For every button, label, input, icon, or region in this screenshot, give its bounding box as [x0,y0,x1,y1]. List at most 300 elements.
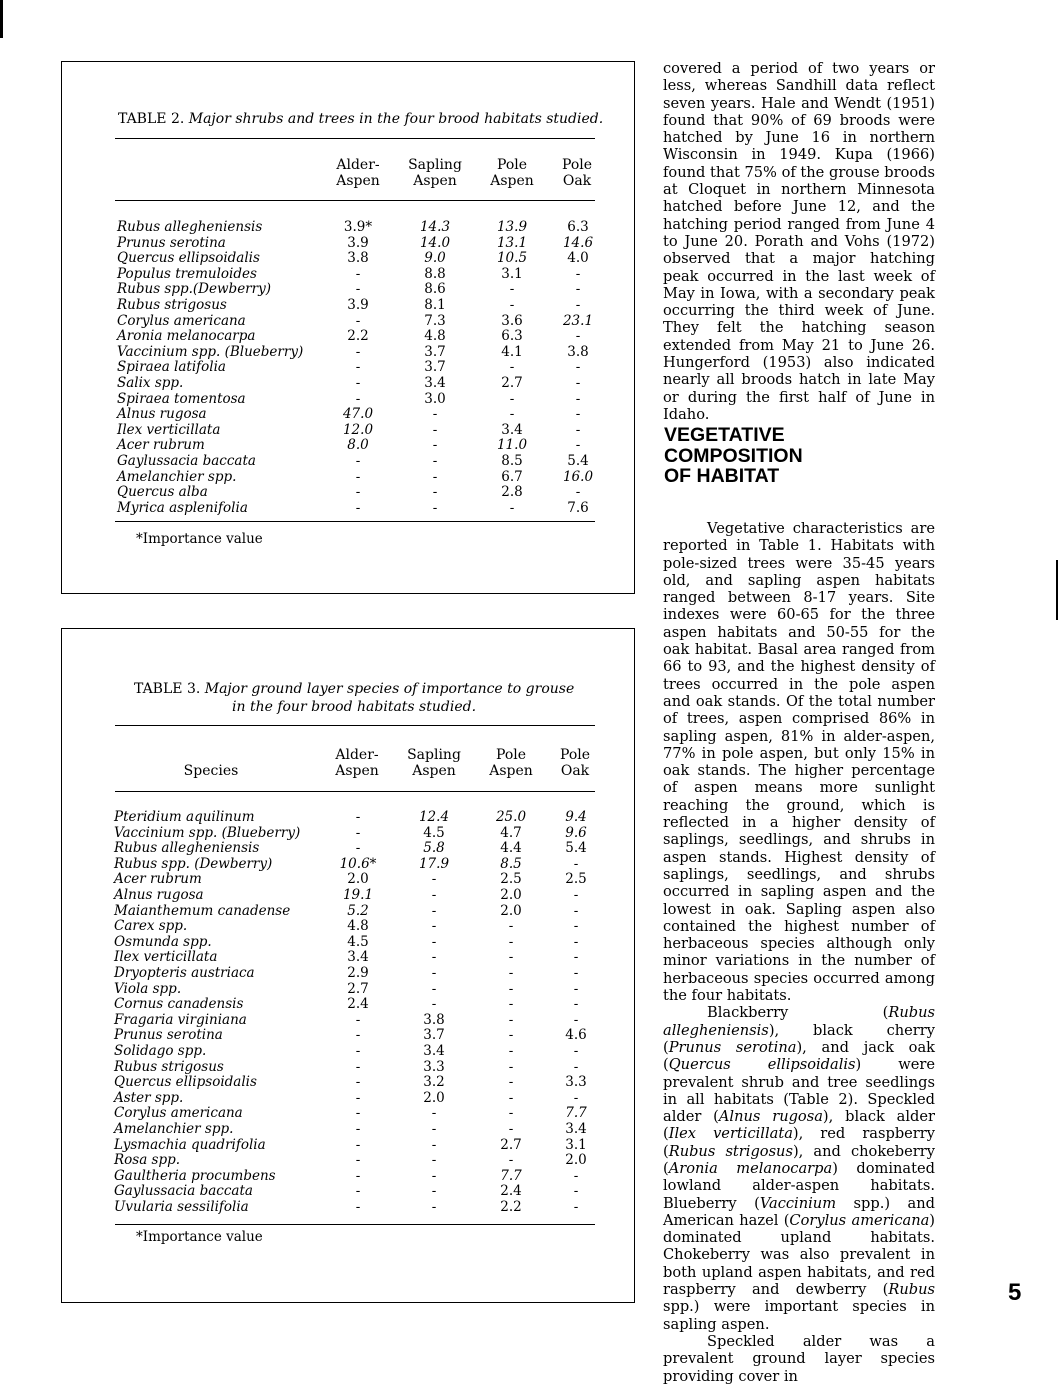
value-cell: - [573,918,579,935]
table-3-caption [134,680,574,698]
value-cell: 17.9 [418,855,450,872]
value-cell: - [575,406,581,423]
value-cell: - [355,824,361,841]
value-cell: - [575,265,581,282]
value-cell: 7.7 [500,1167,522,1184]
value-cell: - [431,996,437,1013]
species-name: Carex spp. [114,918,188,935]
value-cell: 8.5 [501,453,523,469]
value-cell: - [432,437,438,454]
table-row [62,918,634,934]
value-cell: 19.1 [342,887,374,903]
value-cell: - [355,840,361,857]
value-cell: - [508,980,514,997]
value-cell: 14.6 [562,234,594,251]
value-cell: - [431,949,437,966]
value-cell: - [575,281,581,298]
value-cell: 4.5 [423,824,445,841]
species-name: Rosa spp. [114,1152,181,1169]
value-cell: 2.7 [347,980,369,997]
table-row [62,484,634,500]
species-name: Ilex verticillata [117,421,221,438]
species-name: Quercus ellipsoidalis [114,1074,257,1091]
value-cell: - [431,1152,437,1169]
species-name: Pteridium aquilinum [114,809,255,825]
table-row [62,1168,634,1184]
species-name: Populus tremuloides [117,265,257,282]
table-row [62,903,634,919]
value-cell: - [508,918,514,935]
table-row [62,375,634,391]
value-cell: 2.8 [501,484,523,501]
table-row [62,856,634,872]
value-cell: - [431,1183,437,1200]
value-cell: - [431,1105,437,1122]
species-name: Aronia melanocarpa [117,328,256,345]
value-cell: 2.7 [500,1136,522,1153]
value-cell: 2.0 [423,1089,445,1106]
species-name: Alnus rugosa [114,887,204,903]
table-3-title-line1: Major ground layer species of importance to grouse [204,681,575,697]
value-cell: - [355,809,361,825]
value-cell: - [355,1043,361,1059]
value-cell: - [432,406,438,423]
species-name: Gaylussacia baccata [114,1183,253,1200]
table-2-bottom-rule [115,521,595,522]
value-cell: 2.5 [500,871,522,888]
value-cell: - [431,918,437,935]
species-name: Corylus americana [117,312,246,329]
value-cell: 2.7 [501,375,523,391]
value-cell: - [508,1058,514,1075]
value-cell: - [355,1089,361,1106]
value-cell: 6.3 [567,219,589,235]
value-cell: 2.9 [347,965,369,981]
species-name: Vaccinium spp. (Blueberry) [114,824,301,841]
value-cell: 7.6 [567,499,589,516]
table-row [62,469,634,485]
value-cell: 2.2 [347,328,369,345]
species-name: Spiraea latifolia [117,359,226,376]
species-name: Rubus spp. (Dewberry) [114,855,273,872]
value-cell: 3.1 [565,1136,587,1153]
value-cell: - [355,390,361,407]
species-name: Gaultheria procumbens [114,1167,276,1184]
value-cell: 13.1 [496,234,528,251]
section-heading: VEGETATIVE COMPOSITION OF HABITAT [664,424,803,487]
table-3-col-header: Sapling Aspen [407,747,461,779]
species-name: Spiraea tomentosa [117,390,246,407]
value-cell: 4.5 [347,933,369,950]
value-cell: - [573,933,579,950]
value-cell: 25.0 [495,809,527,825]
species-name: Ilex verticillata [114,949,218,966]
table-row [62,266,634,282]
value-cell: - [431,1121,437,1137]
value-cell: 3.0 [424,390,446,407]
value-cell: - [509,406,515,423]
species-name: Gaylussacia baccata [117,453,256,469]
value-cell: - [573,1011,579,1028]
value-cell: 2.5 [565,871,587,888]
value-cell: 4.1 [501,343,523,360]
body-text-top [663,60,935,423]
value-cell: - [431,887,437,903]
value-cell: - [508,949,514,966]
table-row [62,313,634,329]
value-cell: - [509,390,515,407]
value-cell: 11.0 [496,437,528,454]
table-3-label: TABLE 3. [134,681,201,697]
table-3-header-rule [115,791,595,792]
value-cell: 9.0 [424,250,446,267]
table-row [62,281,634,297]
table-3-top-rule [115,725,595,726]
table-row [62,219,634,235]
value-cell: 2.2 [500,1199,522,1215]
value-cell: 5.2 [347,902,369,919]
value-cell: - [573,1058,579,1075]
species-name: Rubus allegheniensis [117,219,263,235]
table-2-header-rule [115,200,595,201]
paragraph: Blackberry (Rubus allegheniensis), black cherry (Prunus serotina), and jack oak (Quercus ellipsoidalis) were prevalent shrub and tree seedlings in all habitats (Table 2). Speckled alder (Alnus rugosa), black alder (Ilex verticillata), red raspberry (Rubus strigosus), and chokeberry (Aronia melanocarpa) dominated lowland alder-aspen habitats. Blueberry (Vaccinium spp.) and American hazel (Corylus americana) dominated upland habitats. Chokeberry was also prevalent in both upland aspen habitats, and red raspberry and dewberry (Rubus spp.) were important species in sapling aspen. [663,1004,936,1333]
species-name: Maianthemum canadense [114,902,291,919]
table-2-box [61,61,635,594]
value-cell: 8.5 [500,855,522,872]
paragraph: covered a period of two years or less, whereas Sandhill data reflect seven years. Hale and Wendt (1951) found that 90% of 69 broods were hatched by June 16 in northern Wisconsin in 1949. Kupa (1966) found that 75% of the grouse broods at Cloquet in northern Minnesota hatched before June 12, and the hatching period ranged from June 4 to June 20. Porath and Vohs (1972) observed that a major hatching peak occurred in the last week of May in Iowa, with a secondary peak occurring the third week of June. They felt the hatching season extended from May 21 to June 26. Hungerford (1953) also indicated nearly all broods hatch in late May or during the first half of June in Idaho. [663,60,935,423]
table-row [62,809,634,825]
value-cell: - [355,1058,361,1075]
species-name: Acer rubrum [114,871,202,888]
table-row [62,359,634,375]
value-cell: - [432,499,438,516]
table-row [62,1090,634,1106]
value-cell: 8.6 [424,281,446,298]
table-row [62,1199,634,1215]
table-3-col-header: Pole Aspen [489,747,533,779]
value-cell: - [431,1199,437,1215]
value-cell: 3.8 [567,343,589,360]
value-cell: 7.7 [565,1105,587,1122]
value-cell: - [509,297,515,313]
value-cell: 3.8 [423,1011,445,1028]
species-name: Amelanchier spp. [114,1121,234,1137]
value-cell: - [573,887,579,903]
value-cell: 3.7 [423,1027,445,1044]
table-row [62,934,634,950]
table-row [62,453,634,469]
value-cell: 4.7 [500,824,522,841]
value-cell: 3.4 [347,949,369,966]
value-cell: 8.8 [424,265,446,282]
table-row [62,1059,634,1075]
table-2-top-rule [115,138,595,139]
species-name: Myrica asplenifolia [117,499,248,516]
table-row [62,1105,634,1121]
value-cell: - [508,933,514,950]
species-name: Salix spp. [117,375,184,391]
value-cell: - [575,297,581,313]
table-3-bottom-rule [115,1224,595,1225]
value-cell: - [432,468,438,485]
value-cell: - [355,281,361,298]
table-row [62,422,634,438]
species-name: Corylus americana [114,1105,243,1122]
value-cell: - [575,484,581,501]
value-cell: - [432,484,438,501]
value-cell: 13.9 [496,219,528,235]
value-cell: 2.4 [500,1183,522,1200]
table-2-label: TABLE 2. [118,111,185,127]
value-cell: - [573,902,579,919]
species-name: Osmunda spp. [114,933,212,950]
table-2-col-header: Pole Oak [561,157,593,189]
value-cell: - [355,1011,361,1028]
value-cell: - [355,484,361,501]
value-cell: 14.3 [419,219,451,235]
value-cell: - [573,855,579,872]
species-name: Lysmachia quadrifolia [114,1136,266,1153]
value-cell: - [509,359,515,376]
value-cell: - [573,965,579,981]
value-cell: - [431,1167,437,1184]
value-cell: - [355,359,361,376]
value-cell: 10.5 [496,250,528,267]
value-cell: 5.8 [423,840,445,857]
value-cell: 7.3 [424,312,446,329]
value-cell: 3.9 [347,234,369,251]
table-2-col-header: Alder- Aspen [336,157,380,189]
table-row [62,1012,634,1028]
value-cell: - [575,375,581,391]
table-row [62,391,634,407]
value-cell: - [508,1089,514,1106]
value-cell: - [575,421,581,438]
table-3-footnote: *Importance value [136,1229,263,1245]
value-cell: - [573,1199,579,1215]
table-row [62,840,634,856]
value-cell: - [355,265,361,282]
table-row [62,965,634,981]
value-cell: 9.6 [565,824,587,841]
table-row [62,328,634,344]
value-cell: - [355,1121,361,1137]
value-cell: - [575,359,581,376]
value-cell: - [575,390,581,407]
value-cell: - [355,312,361,329]
table-row [62,406,634,422]
table-row [62,1137,634,1153]
value-cell: - [355,1183,361,1200]
value-cell: - [431,980,437,997]
value-cell: 23.1 [562,312,594,329]
value-cell: - [573,980,579,997]
species-name: Acer rubrum [117,437,205,454]
value-cell: 12.4 [418,809,450,825]
value-cell: - [431,871,437,888]
value-cell: 3.4 [423,1043,445,1059]
value-cell: 3.7 [424,343,446,360]
value-cell: 6.3 [501,328,523,345]
value-cell: 3.3 [423,1058,445,1075]
paragraph: Vegetative characteristics are reported in Table 1. Habitats with pole-sized trees were 35-45 years old, and sapling aspen habitats ranged between 8-17 years. Site indexes were 60-65 for the three aspen habitats and 50-55 for the oak habitat. Basal area ranged from 66 to 93, and the highest density of trees occurred in the pole aspen and oak stands. Of the total number of trees, aspen comprised 86% in sapling aspen, 81% in alder-aspen, 77% in pole aspen, but only 15% in oak stands. The higher percentage of aspen means more sunlight reaching the ground, which is reflected in a higher density of saplings, seedlings, and shrubs in aspen stands. Highest density of saplings, seedlings, and shrubs occurred in sapling aspen and the lowest in oak. Sapling aspen also contained the highest number of herbaceous species although only minor variations in the number of herbaceous species occurred among the four habitats. [663,520,935,1005]
value-cell: - [431,933,437,950]
value-cell: 3.1 [501,265,523,282]
value-cell: 2.0 [500,902,522,919]
table-row [62,1121,634,1137]
species-name: Prunus serotina [114,1027,223,1044]
value-cell: - [355,1152,361,1169]
value-cell: - [355,468,361,485]
table-row [62,235,634,251]
value-cell: 3.4 [501,421,523,438]
value-cell: 6.7 [501,468,523,485]
page-number: 5 [1008,1279,1022,1306]
value-cell: - [573,1089,579,1106]
value-cell: - [355,1199,361,1215]
value-cell: - [355,1105,361,1122]
value-cell: - [355,499,361,516]
value-cell: 3.3 [565,1074,587,1091]
species-name: Quercus alba [117,484,208,501]
value-cell: 2.0 [347,871,369,888]
value-cell: 3.2 [423,1074,445,1091]
species-name: Quercus ellipsoidalis [117,250,260,267]
species-name: Rubus allegheniensis [114,840,260,857]
value-cell: - [508,965,514,981]
value-cell: 5.4 [565,840,587,857]
table-row [62,871,634,887]
species-name: Rubus spp.(Dewberry) [117,281,271,298]
table-row [62,500,634,516]
species-name: Prunus serotina [117,234,226,251]
value-cell: - [573,949,579,966]
value-cell: - [355,1027,361,1044]
value-cell: - [573,1167,579,1184]
table-3-caption-line2: in the four brood habitats studied. [232,699,477,715]
value-cell: - [355,1167,361,1184]
value-cell: - [508,996,514,1013]
value-cell: - [508,1152,514,1169]
paragraph: Speckled alder was a prevalent ground layer species providing cover in [663,1332,935,1385]
value-cell: 16.0 [562,468,594,485]
table-row [62,1183,634,1199]
table-2-col-header: Sapling Aspen [408,157,462,189]
value-cell: 12.0 [342,421,374,438]
value-cell: - [573,1043,579,1059]
species-name: Amelanchier spp. [117,468,237,485]
value-cell: 14.0 [419,234,451,251]
value-cell: 4.8 [347,918,369,935]
species-name: Alnus rugosa [117,406,207,423]
value-cell: - [355,453,361,469]
value-cell: - [508,1027,514,1044]
table-row [62,981,634,997]
value-cell: 3.7 [424,359,446,376]
value-cell: - [508,1043,514,1059]
body-text-section [663,520,935,1385]
species-name: Rubus strigosus [114,1058,224,1075]
value-cell: 2.0 [500,887,522,903]
value-cell: 2.0 [565,1152,587,1169]
species-name: Uvularia sessilifolia [114,1199,249,1215]
table-row [62,949,634,965]
species-name: Rubus strigosus [117,297,227,313]
value-cell: - [508,1121,514,1137]
species-name: Dryopteris austriaca [114,965,255,981]
table-2-caption [118,110,603,128]
value-cell: 47.0 [342,406,374,423]
value-cell: - [355,1136,361,1153]
species-name: Cornus canadensis [114,996,244,1013]
species-name: Fragaria virginiana [114,1011,247,1028]
crop-mark [0,0,3,38]
value-cell: - [431,1136,437,1153]
value-cell: - [509,499,515,516]
table-2-col-header: Pole Aspen [490,157,534,189]
value-cell: 3.4 [565,1121,587,1137]
value-cell: - [573,1183,579,1200]
table-row [62,1043,634,1059]
table-2-title: Major shrubs and trees in the four brood habitats studied. [188,111,604,127]
value-cell: 8.0 [347,437,369,454]
value-cell: - [508,1074,514,1091]
value-cell: 4.0 [567,250,589,267]
value-cell: - [355,343,361,360]
value-cell: 3.4 [424,375,446,391]
table-row [62,996,634,1012]
table-row [62,887,634,903]
table-3-col-header: Alder- Aspen [335,747,379,779]
table-3-box [61,628,635,1303]
table-row [62,344,634,360]
value-cell: - [508,1011,514,1028]
value-cell: 9.4 [565,809,587,825]
value-cell: - [509,281,515,298]
value-cell: 3.6 [501,312,523,329]
value-cell: 4.6 [565,1027,587,1044]
species-name: Aster spp. [114,1089,184,1106]
value-cell: - [432,421,438,438]
species-name: Viola spp. [114,980,182,997]
value-cell: - [431,902,437,919]
species-name: Solidago spp. [114,1043,207,1059]
value-cell: 2.4 [347,996,369,1013]
value-cell: - [431,965,437,981]
value-cell: - [355,375,361,391]
value-cell: 10.6* [339,855,377,872]
value-cell: 3.8 [347,250,369,267]
value-cell: 3.9* [343,219,373,235]
value-cell: - [355,1074,361,1091]
table-row [62,825,634,841]
value-cell: 3.9 [347,297,369,313]
value-cell: - [573,996,579,1013]
table-row [62,250,634,266]
value-cell: 8.1 [424,297,446,313]
value-cell: - [575,328,581,345]
table-row [62,1074,634,1090]
species-name: Vaccinium spp. (Blueberry) [117,343,304,360]
table-row [62,437,634,453]
table-3-col-header: Pole Oak [559,747,591,779]
value-cell: 4.4 [500,840,522,857]
value-cell: - [508,1105,514,1122]
value-cell: 5.4 [567,453,589,469]
table-3-species-header: Species [183,763,239,779]
value-cell: 4.8 [424,328,446,345]
table-row [62,297,634,313]
